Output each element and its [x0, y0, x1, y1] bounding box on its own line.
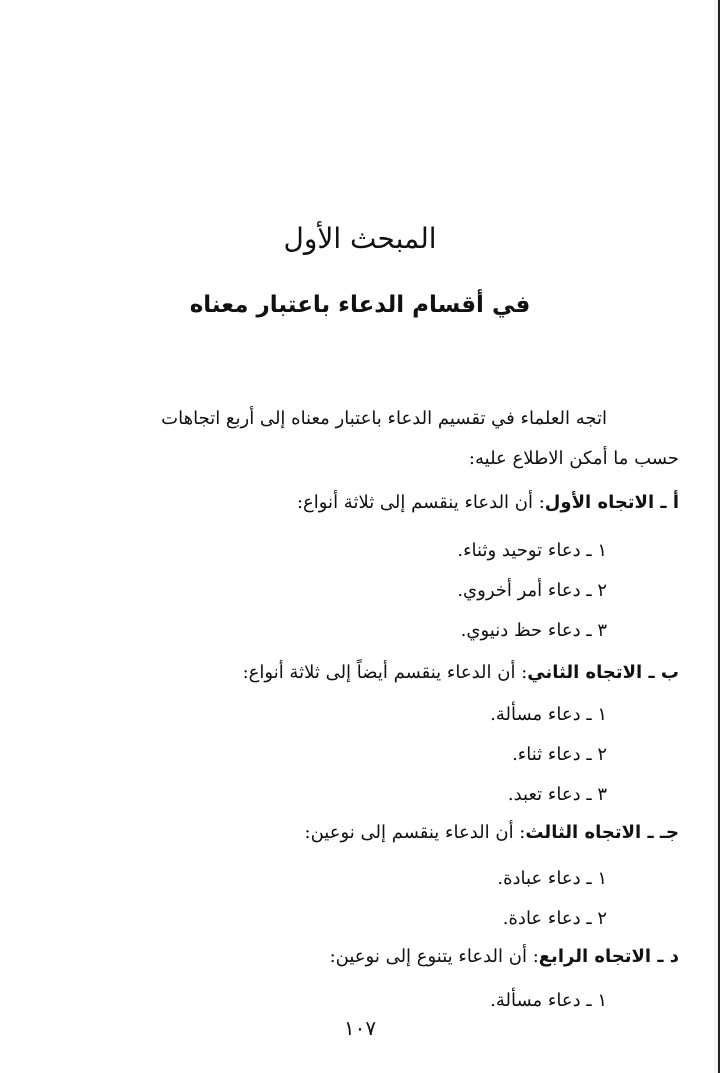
direction-2-item-3: ٣ ـ دعاء تعبد.	[507, 784, 607, 805]
direction-1-head: أ ـ الاتجاه الأول	[544, 492, 679, 513]
direction-1-item-2: ٢ ـ دعاء أمر أخروي.	[457, 580, 607, 601]
direction-1	[297, 490, 679, 516]
intro-line-1: اتجه العلماء في تقسيم الدعاء باعتبار معناه إلى أربع اتجاهات	[161, 408, 607, 429]
direction-1-text: : أن الدعاء ينقسم إلى ثلاثة أنواع:	[296, 492, 545, 513]
direction-1-item-1: ١ ـ دعاء توحيد وثناء.	[457, 540, 607, 561]
direction-4-item-1: ١ ـ دعاء مسألة.	[490, 990, 607, 1011]
direction-2-item-1: ١ ـ دعاء مسألة.	[490, 704, 607, 725]
direction-3-item-2: ٢ ـ دعاء عادة.	[502, 908, 607, 929]
intro-line-2: حسب ما أمكن الاطلاع عليه:	[468, 448, 679, 469]
direction-4-text: : أن الدعاء يتنوع إلى نوعين:	[329, 946, 539, 967]
page-number: ١٠٧	[343, 1016, 377, 1040]
direction-2-head: ب ـ الاتجاه الثاني	[527, 662, 679, 683]
section-title: المبحث الأول	[283, 222, 437, 255]
section-subtitle: في أقسام الدعاء باعتبار معناه	[189, 292, 531, 318]
direction-1-item-3: ٣ ـ دعاء حظ دنيوي.	[460, 620, 607, 641]
direction-2	[243, 660, 679, 686]
direction-3	[305, 820, 679, 846]
direction-3-head: جـ ـ الاتجاه الثالث	[525, 822, 679, 843]
direction-2-text: : أن الدعاء ينقسم أيضاً إلى ثلاثة أنواع:	[242, 662, 528, 683]
direction-4	[330, 944, 679, 970]
direction-3-item-1: ١ ـ دعاء عبادة.	[497, 868, 607, 889]
direction-3-text: : أن الدعاء ينقسم إلى نوعين:	[304, 822, 526, 843]
direction-2-item-2: ٢ ـ دعاء ثناء.	[512, 744, 607, 765]
direction-4-head: د ـ الاتجاه الرابع	[538, 946, 679, 967]
